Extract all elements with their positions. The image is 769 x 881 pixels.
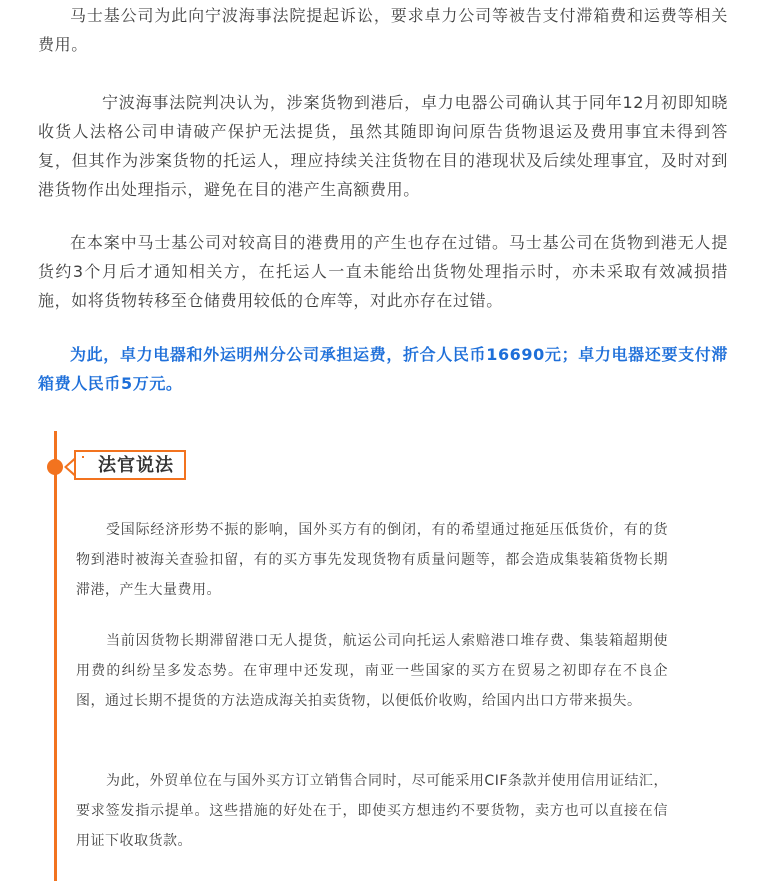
- paragraph-lawsuit: 马士基公司为此向宁波海事法院提起诉讼，要求卓力公司等被告支付滞箱费和运费等相关费用。: [38, 6, 728, 54]
- judge-commentary-section: [0, 425, 769, 881]
- paragraph-maersk-fault: 在本案中马士基公司对较高目的港费用的产生也存在过错。马士基公司在货物到港无人提货约3个月后才通知相关方，在托运人一直未能给出货物处理指示时，亦未采取有效减损措施，如将货物转移至仓储费用较低的仓库等，对此亦存在过错。: [38, 233, 728, 310]
- timeline-line: [54, 431, 57, 881]
- judge-paragraph-advice: 为此，外贸单位在与国外买方订立销售合同时，尽可能采用CIF条款并使用信用证结汇，要求签发指示提单。这些措施的好处在于，即使买方想违约不要货物，卖方也可以直接在信用证下收取货款。: [76, 773, 668, 849]
- section-title: 法官说法: [98, 455, 174, 476]
- judge-paragraph-disputes: 当前因货物长期滞留港口无人提货，航运公司向托运人索赔港口堆存费、集装箱超期使用费的纠纷呈多发态势。在审理中还发现，南亚一些国家的买方在贸易之初即存在不良企图，通过长期不提货的方法造成海关拍卖货物，以便低价收购，给国内出口方带来损失。: [76, 633, 668, 709]
- timeline-dot-icon: [47, 459, 63, 475]
- paragraph-court-judgment: 宁波海事法院判决认为，涉案货物到港后，卓力电器公司确认其于同年12月初即知晓收货人法格公司申请破产保护无法提货，虽然其随即询问原告货物退运及费用事宜未得到答复，但其作为涉案货物的托运人，理应持续关注货物在目的港现状及后续处理事宜，及时对到港货物作出处理指示，避免在目的港产生高额费用。: [38, 93, 728, 199]
- paragraph-verdict-highlight: 为此，卓力电器和外运明州分公司承担运费，折合人民币16690元；卓力电器还要支付滞箱费人民币5万元。: [38, 345, 728, 393]
- section-title-box: [74, 450, 186, 480]
- judge-paragraph-economy: 受国际经济形势不振的影响，国外买方有的倒闭，有的希望通过拖延压低货价，有的货物到港时被海关查验扣留，有的买方事先发现货物有质量问题等，都会造成集装箱货物长期滞港，产生大量费用。: [76, 522, 668, 598]
